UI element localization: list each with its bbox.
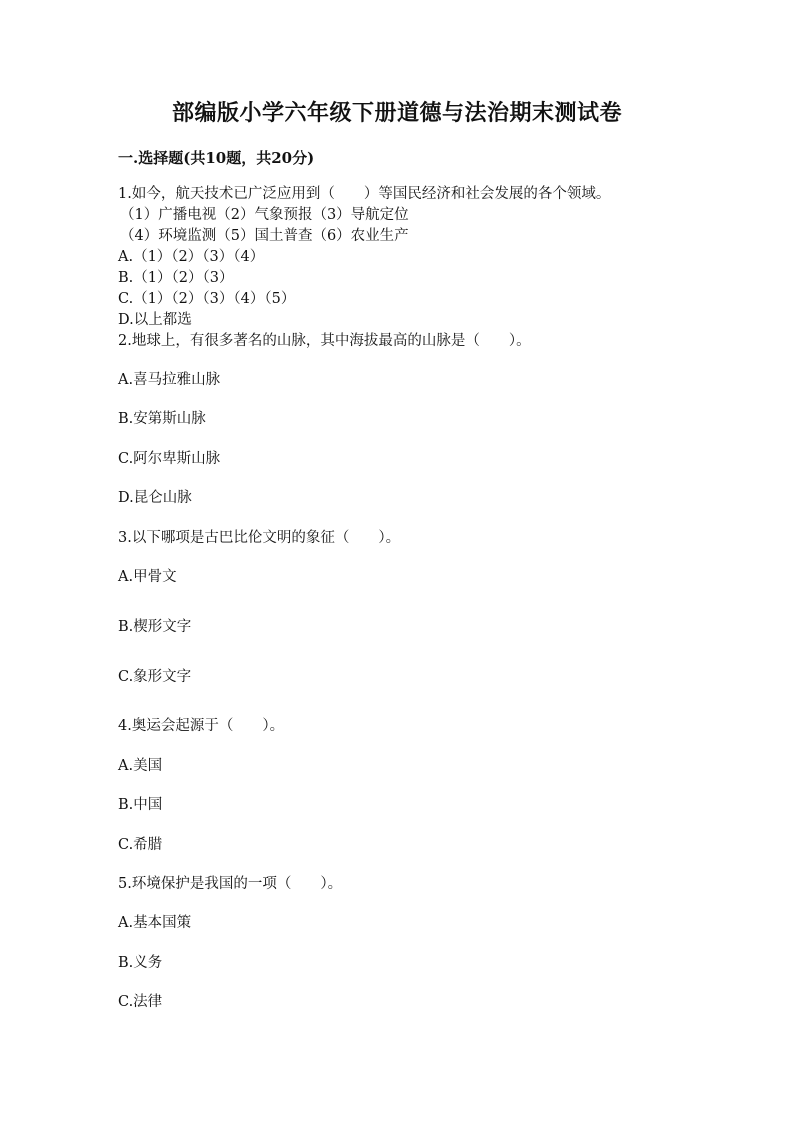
question-1-stem: 1.如今，航天技术已广泛应用到（ ）等国民经济和社会发展的各个领域。	[118, 186, 611, 202]
question-3-option-a: A.甲骨文	[118, 569, 177, 585]
question-2-option-b: B.安第斯山脉	[118, 411, 206, 427]
question-5-stem: 5.环境保护是我国的一项（ ）。	[118, 876, 343, 892]
question-1-option-c: C.（1）（2）（3）（4）（5）	[118, 291, 296, 307]
question-4-option-a: A.美国	[118, 758, 163, 774]
question-3-option-b: B.楔形文字	[118, 619, 192, 635]
question-3-option-c: C.象形文字	[118, 669, 192, 685]
question-4-stem: 4.奥运会起源于（ ）。	[118, 718, 285, 734]
question-1-option-d: D.以上都选	[118, 312, 192, 328]
question-4-option-b: B.中国	[118, 797, 163, 813]
question-2-option-a: A.喜马拉雅山脉	[118, 372, 221, 388]
question-2-stem: 2.地球上，有很多著名的山脉，其中海拔最高的山脉是（ ）。	[118, 333, 531, 349]
question-2-option-d: D.昆仑山脉	[118, 490, 192, 506]
section-heading: 一.选择题(共10题，共20分)	[118, 149, 315, 167]
question-5-option-b: B.义务	[118, 955, 163, 971]
exam-title: 部编版小学六年级下册道德与法治期末测试卷	[171, 100, 622, 126]
question-4-option-c: C.希腊	[118, 837, 163, 853]
question-3-stem: 3.以下哪项是古巴比伦文明的象征（ ）。	[118, 530, 401, 546]
question-1-option-a: A.（1）（2）（3）（4）	[118, 249, 265, 265]
question-1-items-row-2: （4）环境监测（5）国土普查（6）农业生产	[120, 228, 409, 244]
question-5-option-a: A.基本国策	[118, 915, 192, 931]
question-2-option-c: C.阿尔卑斯山脉	[118, 451, 221, 467]
question-5-option-c: C.法律	[118, 994, 163, 1010]
question-1-option-b: B.（1）（2）（3）	[118, 270, 234, 286]
question-1-items-row-1: （1）广播电视（2）气象预报（3）导航定位	[120, 207, 409, 223]
